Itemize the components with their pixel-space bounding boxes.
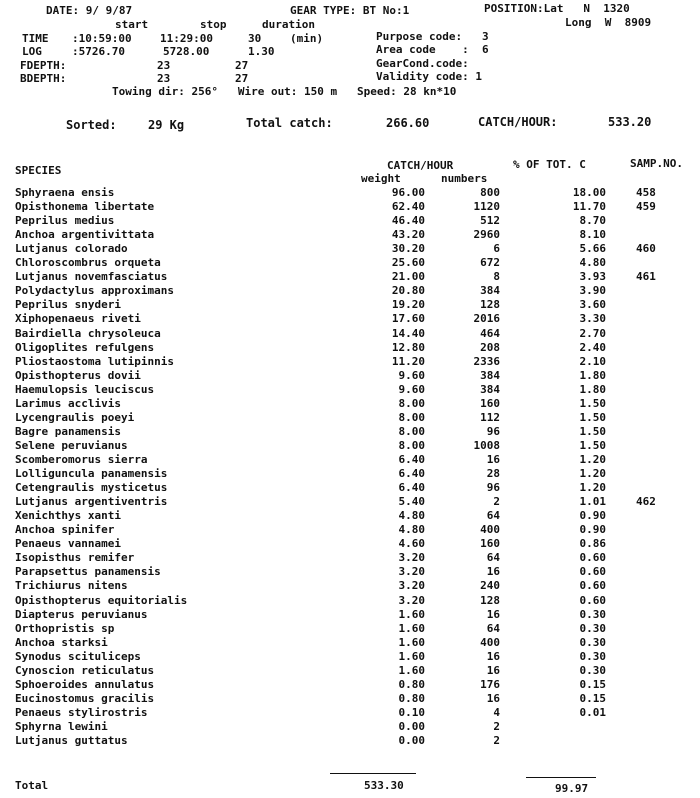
cell-numbers: 800	[480, 186, 500, 199]
cell-numbers: 96	[486, 481, 500, 495]
cell-weight: 96.00	[391, 186, 425, 199]
time-start: :10:59:00	[72, 32, 132, 45]
cell-numbers: 16	[486, 663, 500, 677]
table-row	[0, 313, 700, 327]
cell-species: Peprilus medius	[15, 214, 115, 228]
cell-species: Bagre panamensis	[15, 424, 121, 438]
log-stop: 5728.00	[163, 45, 210, 58]
table-row	[0, 440, 700, 454]
cell-numbers: 64	[486, 551, 500, 565]
cell-species: Eucinostomus gracilis	[15, 691, 155, 705]
table-row	[0, 229, 700, 243]
cell-numbers: 512	[480, 214, 500, 228]
cell-pct: 0.30	[579, 663, 606, 677]
cell-pct: 3.90	[579, 284, 606, 298]
cell-pct: 0.01	[579, 705, 606, 719]
cell-species: Bairdiella chrysoleuca	[15, 326, 161, 340]
total-label: Total	[15, 779, 49, 792]
cell-weight: 1.60	[398, 607, 425, 621]
cell-weight: 3.20	[398, 565, 425, 579]
cell-pct: 5.66	[579, 242, 606, 256]
cell-numbers: 6	[493, 242, 500, 256]
table-row	[0, 566, 700, 580]
table-row	[0, 257, 700, 271]
cell-weight: 1.60	[398, 663, 425, 677]
cell-species: Oligoplites refulgens	[15, 340, 155, 354]
table-row	[0, 609, 700, 623]
table-row	[0, 328, 700, 342]
table-row	[0, 637, 700, 651]
cell-pct: 18.00	[572, 186, 606, 199]
cell-pct: 2.70	[579, 326, 606, 340]
cell-weight: 6.40	[398, 452, 425, 466]
cell-numbers: 384	[480, 284, 500, 298]
cell-pct: 11.70	[572, 200, 606, 214]
catch-per-hour-value: 533.20	[608, 115, 652, 129]
position-long: Long W 8909	[565, 16, 652, 29]
table-row	[0, 243, 700, 257]
cell-numbers: 28	[486, 467, 500, 480]
table-row	[0, 595, 700, 609]
cell-pct: 0.90	[579, 523, 606, 537]
cell-weight: 4.80	[398, 509, 425, 523]
log-duration: 1.30	[248, 45, 275, 58]
cell-pct: 0.15	[579, 677, 606, 691]
table-row	[0, 693, 700, 707]
cell-numbers: 384	[480, 368, 500, 382]
table-row	[0, 426, 700, 440]
cell-samp: 459	[636, 200, 656, 214]
cell-weight: 1.60	[398, 621, 425, 635]
cell-numbers: 1120	[473, 200, 500, 214]
cell-samp: 458	[636, 186, 656, 199]
cell-weight: 0.80	[398, 691, 425, 705]
cell-weight: 0.80	[398, 677, 425, 691]
cell-samp: 461	[636, 270, 656, 284]
catch-hour-header: CATCH/HOUR	[387, 159, 454, 172]
cell-numbers: 2	[493, 719, 500, 733]
cell-pct: 0.60	[579, 551, 606, 565]
table-row	[0, 538, 700, 552]
cell-numbers: 464	[480, 326, 500, 340]
cell-species: Sphyrna lewini	[15, 719, 108, 733]
table-row	[0, 580, 700, 594]
cell-numbers: 400	[480, 635, 500, 649]
cell-species: Penaeus stylirostris	[15, 705, 148, 719]
cell-pct: 1.20	[579, 481, 606, 495]
time-stop: 11:29:00	[160, 32, 213, 45]
cell-weight: 20.80	[391, 284, 425, 298]
fdepth-label: FDEPTH:	[20, 59, 67, 72]
cell-species: Cynoscion reticulatus	[15, 663, 155, 677]
cell-pct: 1.20	[579, 452, 606, 466]
time-unit: (min)	[290, 32, 324, 45]
cell-numbers: 112	[480, 410, 500, 424]
cell-samp: 460	[636, 242, 656, 256]
cell-pct: 3.60	[579, 298, 606, 312]
table-row	[0, 356, 700, 370]
cell-pct: 4.80	[579, 256, 606, 270]
cell-pct: 1.50	[579, 424, 606, 438]
cell-species: Synodus scituliceps	[15, 649, 141, 663]
cell-pct: 0.30	[579, 635, 606, 649]
cell-numbers: 160	[480, 537, 500, 551]
cell-pct: 0.86	[579, 537, 606, 551]
cell-weight: 6.40	[398, 467, 425, 480]
cell-pct: 1.50	[579, 410, 606, 424]
cell-numbers: 2960	[473, 228, 500, 242]
cell-weight: 3.20	[398, 593, 425, 607]
bdepth-label: BDEPTH:	[20, 72, 67, 85]
table-row	[0, 707, 700, 721]
cell-species: Diapterus peruvianus	[15, 607, 148, 621]
table-row	[0, 384, 700, 398]
cell-species: Sphoeroides annulatus	[15, 677, 155, 691]
numbers-header: numbers	[441, 172, 488, 185]
cell-weight: 1.60	[398, 635, 425, 649]
cell-weight: 3.20	[398, 579, 425, 593]
cell-numbers: 8	[493, 270, 500, 284]
cell-weight: 0.00	[398, 719, 425, 733]
cell-numbers: 16	[486, 691, 500, 705]
cell-numbers: 208	[480, 340, 500, 354]
table-row	[0, 524, 700, 538]
cell-species: Opisthopterus equitorialis	[15, 593, 188, 607]
cell-numbers: 16	[486, 452, 500, 466]
cell-numbers: 64	[486, 621, 500, 635]
cell-species: Chloroscombrus orqueta	[15, 256, 161, 270]
cell-pct: 2.40	[579, 340, 606, 354]
cell-species: Isopisthus remifer	[15, 551, 135, 565]
cell-weight: 17.60	[391, 312, 425, 326]
cell-species: Selene peruvianus	[15, 438, 128, 452]
log-start: :5726.70	[72, 45, 125, 58]
table-row	[0, 398, 700, 412]
cell-species: Xenichthys xanti	[15, 509, 121, 523]
date-field: DATE: 9/ 9/87	[46, 4, 133, 17]
col-duration-label: duration	[262, 18, 315, 31]
table-row	[0, 187, 700, 201]
cell-species: Pliostaostoma lutipinnis	[15, 354, 174, 368]
cell-weight: 4.60	[398, 537, 425, 551]
cell-species: Lutjanus guttatus	[15, 734, 128, 747]
cell-weight: 0.00	[398, 734, 425, 747]
cell-numbers: 1008	[473, 438, 500, 452]
pct-total-header: % OF TOT. C	[513, 158, 586, 171]
cell-numbers: 2	[493, 734, 500, 747]
total-catch-label: Total catch:	[246, 116, 333, 130]
cell-species: Scomberomorus sierra	[15, 452, 148, 466]
cell-weight: 8.00	[398, 424, 425, 438]
table-row	[0, 665, 700, 679]
cell-species: Opisthonema libertate	[15, 200, 155, 214]
gear-type: GEAR TYPE: BT No:1	[290, 4, 410, 17]
cell-weight: 30.20	[391, 242, 425, 256]
cell-weight: 43.20	[391, 228, 425, 242]
cell-numbers: 16	[486, 607, 500, 621]
table-row	[0, 552, 700, 566]
cell-species: Lutjanus argentiventris	[15, 495, 168, 509]
time-label: TIME	[22, 32, 49, 45]
cell-species: Xiphopenaeus riveti	[15, 312, 141, 326]
cell-species: Lutjanus colorado	[15, 242, 128, 256]
cell-pct: 0.60	[579, 593, 606, 607]
cell-species: Anchoa spinifer	[15, 523, 115, 537]
cell-numbers: 176	[480, 677, 500, 691]
fdepth-stop: 27	[235, 59, 249, 72]
towing-info: Towing dir: 256° Wire out: 150 m Speed: 28 kn*10	[112, 85, 457, 98]
area-code: Area code : 6	[376, 43, 489, 56]
cell-species: Lutjanus novemfasciatus	[15, 270, 168, 284]
cell-numbers: 64	[486, 509, 500, 523]
table-row	[0, 496, 700, 510]
table-row	[0, 721, 700, 735]
cell-pct: 3.93	[579, 270, 606, 284]
cell-numbers: 4	[493, 705, 500, 719]
cell-pct: 1.50	[579, 396, 606, 410]
cell-pct: 1.01	[579, 495, 606, 509]
cell-weight: 8.00	[398, 438, 425, 452]
table-row	[0, 510, 700, 524]
sorted-label: Sorted:	[66, 118, 117, 132]
weight-total-rule	[330, 773, 416, 774]
species-header: SPECIES	[15, 164, 62, 177]
bdepth-start: 23	[157, 72, 171, 85]
cell-weight: 6.40	[398, 481, 425, 495]
cell-weight: 9.60	[398, 382, 425, 396]
cell-weight: 21.00	[391, 270, 425, 284]
cell-numbers: 2336	[473, 354, 500, 368]
cell-numbers: 2	[493, 495, 500, 509]
cell-weight: 8.00	[398, 410, 425, 424]
cell-species: Peprilus snyderi	[15, 298, 121, 312]
cell-species: Larimus acclivis	[15, 396, 121, 410]
cell-weight: 5.40	[398, 495, 425, 509]
cell-samp: 462	[636, 495, 656, 509]
weight-header: weight	[361, 172, 401, 185]
cell-pct: 1.80	[579, 368, 606, 382]
cell-species: Parapsettus panamensis	[15, 565, 161, 579]
cell-pct: 0.60	[579, 565, 606, 579]
cell-weight: 8.00	[398, 396, 425, 410]
cell-numbers: 400	[480, 523, 500, 537]
sorted-value: 29 Kg	[148, 118, 185, 132]
cell-numbers: 128	[480, 298, 500, 312]
cell-pct: 0.30	[579, 621, 606, 635]
validity-code: Validity code: 1	[376, 70, 482, 83]
cell-species: Polydactylus approximans	[15, 284, 174, 298]
cell-pct: 0.30	[579, 649, 606, 663]
table-row	[0, 468, 700, 482]
table-row	[0, 651, 700, 665]
cell-weight: 25.60	[391, 256, 425, 270]
cell-species: Orthopristis sp	[15, 621, 115, 635]
cell-pct: 0.15	[579, 691, 606, 705]
cell-species: Penaeus vannamei	[15, 537, 121, 551]
cell-numbers: 672	[480, 256, 500, 270]
cell-weight: 12.80	[391, 340, 425, 354]
table-row	[0, 623, 700, 637]
bdepth-stop: 27	[235, 72, 249, 85]
cell-species: Opisthopterus dovii	[15, 368, 141, 382]
cell-numbers: 128	[480, 593, 500, 607]
table-row	[0, 412, 700, 426]
sample-no-header: SAMP.NO.	[630, 157, 683, 170]
cell-weight: 4.80	[398, 523, 425, 537]
cell-weight: 46.40	[391, 214, 425, 228]
cell-species: Lycengraulis poeyi	[15, 410, 135, 424]
purpose-code: Purpose code: 3	[376, 30, 489, 43]
cell-pct: 3.30	[579, 312, 606, 326]
cell-numbers: 2016	[473, 312, 500, 326]
cell-pct: 1.80	[579, 382, 606, 396]
cell-pct: 8.10	[579, 228, 606, 242]
cell-numbers: 16	[486, 649, 500, 663]
gearcond-code: GearCond.code:	[376, 57, 469, 70]
table-row	[0, 299, 700, 313]
cell-numbers: 96	[486, 424, 500, 438]
cell-species: Lolliguncula panamensis	[15, 467, 168, 480]
cell-weight: 62.40	[391, 200, 425, 214]
log-label: LOG	[22, 45, 42, 58]
total-pct: 99.97	[555, 782, 589, 795]
cell-numbers: 160	[480, 396, 500, 410]
cell-numbers: 240	[480, 579, 500, 593]
cell-weight: 1.60	[398, 649, 425, 663]
cell-species: Cetengraulis mysticetus	[15, 481, 168, 495]
table-row	[0, 271, 700, 285]
cell-pct: 1.20	[579, 467, 606, 480]
table-row	[0, 285, 700, 299]
cell-pct: 1.50	[579, 438, 606, 452]
cell-weight: 3.20	[398, 551, 425, 565]
table-row	[0, 201, 700, 215]
pct-total-rule	[526, 777, 596, 778]
cell-weight: 9.60	[398, 368, 425, 382]
cell-pct: 0.60	[579, 579, 606, 593]
table-row	[0, 215, 700, 229]
cell-species: Anchoa argentivittata	[15, 228, 155, 242]
cell-weight: 14.40	[391, 326, 425, 340]
fdepth-start: 23	[157, 59, 171, 72]
table-row	[0, 735, 700, 749]
time-duration: 30	[248, 32, 262, 45]
cell-pct: 8.70	[579, 214, 606, 228]
table-row	[0, 482, 700, 496]
table-row	[0, 370, 700, 384]
table-row	[0, 454, 700, 468]
cell-pct: 2.10	[579, 354, 606, 368]
total-catch-value: 266.60	[386, 116, 430, 130]
col-stop-label: stop	[200, 18, 227, 31]
cell-weight: 19.20	[391, 298, 425, 312]
cell-species: Trichiurus nitens	[15, 579, 128, 593]
table-row	[0, 342, 700, 356]
cell-weight: 11.20	[391, 354, 425, 368]
cell-species: Haemulopsis leuciscus	[15, 382, 155, 396]
cell-pct: 0.90	[579, 509, 606, 523]
cell-numbers: 16	[486, 565, 500, 579]
total-weight: 533.30	[364, 779, 404, 792]
cell-weight: 0.10	[398, 705, 425, 719]
catch-per-hour-label: CATCH/HOUR:	[478, 115, 558, 129]
cell-species: Anchoa starksi	[15, 635, 108, 649]
cell-pct: 0.30	[579, 607, 606, 621]
position-lat: POSITION:Lat N 1320	[484, 2, 630, 15]
col-start-label: start	[115, 18, 149, 31]
cell-numbers: 384	[480, 382, 500, 396]
table-row	[0, 679, 700, 693]
cell-species: Sphyraena ensis	[15, 186, 115, 199]
